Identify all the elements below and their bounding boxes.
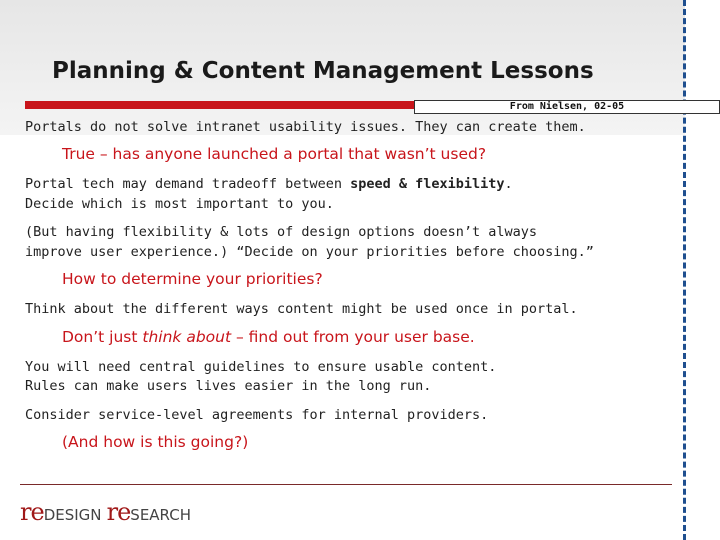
logo-re-2: re (106, 498, 131, 526)
paragraph-flexibility-line1: (But having flexibility & lots of design options doesn’t always (25, 224, 538, 240)
logo-design: DESIGN (43, 506, 102, 524)
paragraph-decide: Decide which is most important to you. (25, 196, 334, 212)
footer-rule (20, 484, 672, 485)
paragraph-portals: Portals do not solve intranet usability issues. They can create them. (25, 119, 586, 135)
source-label: From Nielsen, 02-05 (414, 100, 720, 114)
paragraph-flexibility-line2: improve user experience.) “Decide on your priorities before choosing.” (25, 244, 594, 260)
redesign-research-logo (20, 498, 191, 524)
tradeoff-text-end: . (504, 176, 513, 192)
slide-title: Planning & Content Management Lessons (52, 58, 594, 84)
logo-search: SEARCH (130, 506, 191, 524)
callout-how-going: (And how is this going?) (62, 433, 249, 451)
callout-user-base (62, 328, 475, 346)
paragraph-guidelines: You will need central guidelines to ensure usable content. (25, 359, 497, 375)
paragraph-sla: Consider service-level agreements for internal providers. (25, 407, 489, 423)
paragraph-rules: Rules can make users lives easier in the long run. (25, 378, 432, 394)
logo-re-1: re (20, 498, 44, 526)
tradeoff-emphasis: speed & flexibility (350, 176, 505, 192)
callout-priorities: How to determine your priorities? (62, 270, 323, 288)
dashed-divider (683, 0, 686, 540)
user-base-text-end: – find out from your user base. (231, 328, 475, 346)
user-base-emphasis: think about (142, 328, 232, 346)
paragraph-tradeoff (25, 174, 513, 194)
paragraph-content-uses: Think about the different ways content might be used once in portal. (25, 301, 578, 317)
title-underline-bar (25, 101, 415, 109)
callout-true: True – has anyone launched a portal that wasn’t used? (62, 145, 487, 163)
tradeoff-text-start: Portal tech may demand tradeoff between (25, 176, 351, 192)
user-base-text-start: Don’t just (62, 328, 143, 346)
